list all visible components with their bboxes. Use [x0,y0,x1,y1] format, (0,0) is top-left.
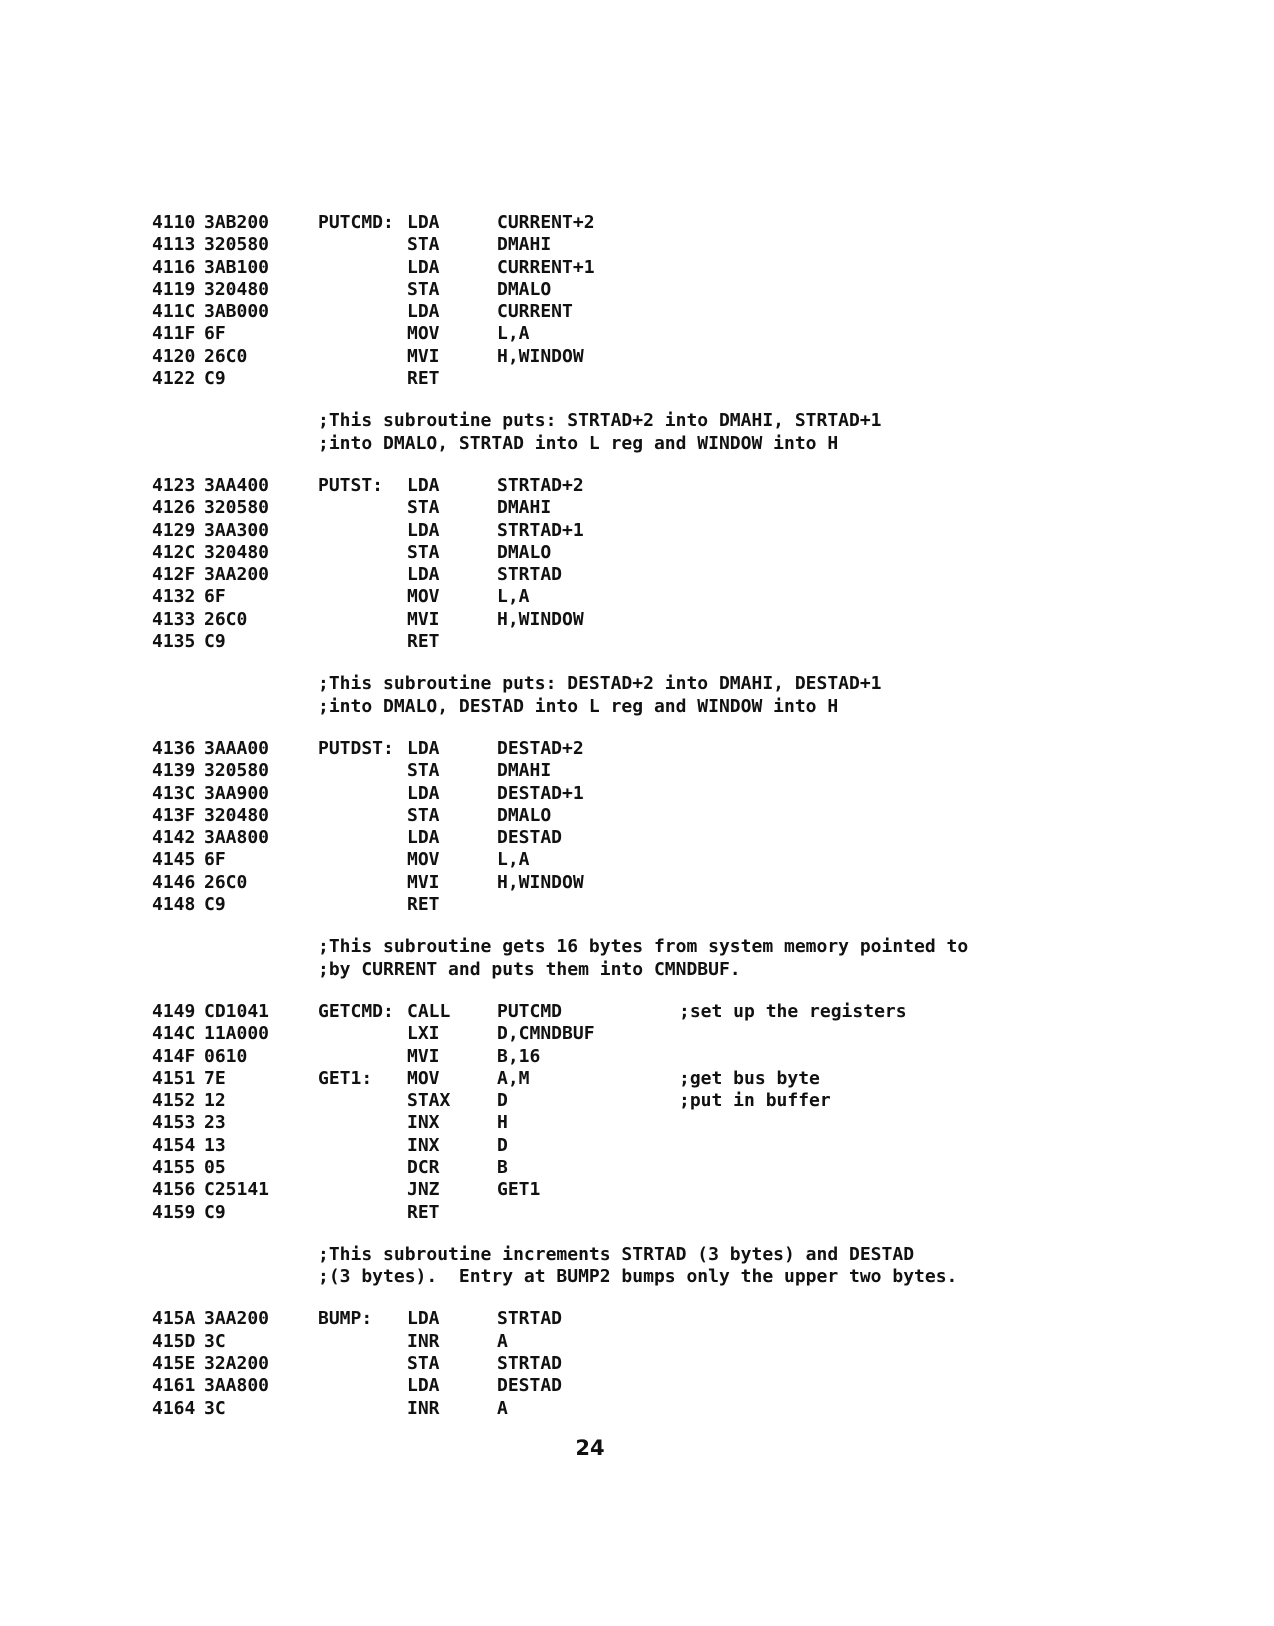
address: 4153 [152,1112,196,1134]
operand: H,WINDOW [497,871,584,893]
operand: CURRENT [497,301,573,323]
opcode: LDA [407,564,440,586]
address: 414F [152,1045,196,1067]
comment-block [152,936,1232,981]
object-code: C25141 [204,1179,270,1201]
operand: STRTAD [497,1353,563,1375]
object-code: 3AAA00 [204,737,270,759]
block-gap [152,455,1232,475]
code-line [152,894,1232,916]
line-comment: ;get bus byte [679,1067,820,1089]
operand: A [497,1397,508,1419]
address: 4132 [152,586,196,608]
object-code: 3AA200 [204,564,270,586]
operand: DMALO [497,804,552,826]
operand: DESTAD [497,1375,563,1397]
object-code: 7E [204,1067,226,1089]
code-line [152,323,1232,345]
operand: D [497,1090,508,1112]
block-gap [152,390,1232,410]
opcode: LDA [407,827,440,849]
operand: DMALO [497,278,552,300]
object-code: 26C0 [204,608,248,630]
operand: DMAHI [497,497,552,519]
object-code: 320580 [204,760,270,782]
operand: STRTAD+1 [497,519,584,541]
object-code: 320580 [204,497,270,519]
code-line [152,346,1232,368]
code-line [152,564,1232,586]
object-code: 320580 [204,234,270,256]
code-line [152,586,1232,608]
opcode: MOV [407,1067,440,1089]
address: 4164 [152,1397,196,1419]
opcode: MVI [407,345,440,367]
comment-block [152,1244,1232,1289]
address: 4122 [152,368,196,390]
object-code: 26C0 [204,345,248,367]
opcode: LDA [407,212,440,233]
address: 4126 [152,497,196,519]
address: 411F [152,323,196,345]
code-block [152,1308,1232,1419]
code-block [152,475,1232,653]
block-gap [152,653,1232,673]
label: GETCMD: [318,1000,394,1022]
operand: H,WINDOW [497,608,584,630]
opcode: LDA [407,301,440,323]
object-code: 6F [204,849,226,871]
address: 4145 [152,849,196,871]
object-code: 3AB200 [204,212,270,233]
object-code: 3AB100 [204,256,270,278]
opcode: MOV [407,586,440,608]
opcode: STA [407,278,440,300]
comment-row [152,1266,1232,1288]
line-comment: ;set up the registers [679,1000,907,1022]
opcode: LDA [407,1375,440,1397]
address: 415E [152,1353,196,1375]
address: 415D [152,1330,196,1352]
opcode: INR [407,1330,440,1352]
comment-row [152,433,1232,455]
code-block [152,738,1232,916]
object-code: 3AA200 [204,1308,270,1330]
object-code: 26C0 [204,871,248,893]
comment-text: ;This subroutine gets 16 bytes from system memory pointed to [318,936,969,958]
code-line [152,1331,1232,1353]
operand: A [497,1330,508,1352]
operand: PUTCMD [497,1000,563,1022]
address: 4152 [152,1090,196,1112]
line-comment: ;put in buffer [679,1090,831,1112]
comment-block [152,410,1232,455]
object-code: 3AA400 [204,474,270,496]
comment-text: ;This subroutine puts: STRTAD+2 into DMAHI, STRTAD+1 [318,410,882,432]
code-line [152,1001,1232,1023]
object-code: 3C [204,1397,226,1419]
operand: H,WINDOW [497,345,584,367]
code-line [152,520,1232,542]
opcode: LDA [407,1308,440,1330]
opcode: RET [407,1201,440,1223]
object-code: 05 [204,1156,226,1178]
opcode: MOV [407,323,440,345]
code-line [152,212,1232,234]
opcode: RET [407,368,440,390]
code-block [152,1001,1232,1224]
comment-row [152,959,1232,981]
address: 4139 [152,760,196,782]
code-line [152,1398,1232,1420]
operand: A,M [497,1067,530,1089]
code-line [152,368,1232,390]
operand: GET1 [497,1179,541,1201]
code-line [152,805,1232,827]
address: 4142 [152,827,196,849]
address: 4116 [152,256,196,278]
opcode: INX [407,1134,440,1156]
address: 4151 [152,1067,196,1089]
object-code: 11A000 [204,1023,270,1045]
opcode: MVI [407,608,440,630]
address: 414C [152,1023,196,1045]
comment-row [152,410,1232,432]
address: 4135 [152,631,196,653]
object-code: C9 [204,1201,226,1223]
address: 415A [152,1308,196,1330]
opcode: STA [407,804,440,826]
opcode: STAX [407,1090,451,1112]
address: 4155 [152,1156,196,1178]
address: 4154 [152,1134,196,1156]
code-line [152,1023,1232,1045]
opcode: INR [407,1397,440,1419]
address: 4120 [152,345,196,367]
object-code: 3AB000 [204,301,270,323]
code-line [152,1090,1232,1112]
operand: STRTAD [497,564,563,586]
object-code: C9 [204,894,226,916]
operand: DMAHI [497,760,552,782]
page-number: 24 [575,1436,605,1460]
operand: STRTAD+2 [497,474,584,496]
block-gap [152,1224,1232,1244]
address: 4113 [152,234,196,256]
object-code: 23 [204,1112,226,1134]
object-code: 3C [204,1330,226,1352]
code-line [152,234,1232,256]
address: 4148 [152,894,196,916]
opcode: STA [407,760,440,782]
code-line [152,849,1232,871]
object-code: 320480 [204,541,270,563]
object-code: C9 [204,631,226,653]
block-gap [152,916,1232,936]
block-gap [152,1288,1232,1308]
operand: CURRENT+1 [497,256,595,278]
label: PUTCMD: [318,212,394,233]
comment-text: ;(3 bytes). Entry at BUMP2 bumps only the upper two bytes. [318,1266,958,1288]
object-code: 3AA800 [204,1375,270,1397]
comment-text: ;into DMALO, STRTAD into L reg and WINDOW into H [318,432,839,454]
object-code: 3AA900 [204,782,270,804]
label: PUTST: [318,474,384,496]
comment-row [152,1244,1232,1266]
object-code: CD1041 [204,1000,270,1022]
comment-row [152,936,1232,958]
opcode: RET [407,631,440,653]
address: 4149 [152,1000,196,1022]
address: 413C [152,782,196,804]
code-line [152,542,1232,564]
operand: DESTAD [497,827,563,849]
comment-text: ;into DMALO, DESTAD into L reg and WINDOW into H [318,695,839,717]
label: BUMP: [318,1308,373,1330]
opcode: RET [407,894,440,916]
object-code: 0610 [204,1045,248,1067]
opcode: LDA [407,474,440,496]
block-gap [152,718,1232,738]
operand: CURRENT+2 [497,212,595,233]
comment-text: ;by CURRENT and puts them into CMNDBUF. [318,958,741,980]
code-line [152,1179,1232,1201]
object-code: C9 [204,368,226,390]
comment-text: ;This subroutine puts: DESTAD+2 into DMAHI, DESTAD+1 [318,673,882,695]
code-block [152,212,1232,390]
block-gap [152,981,1232,1001]
operand: H [497,1112,508,1134]
code-line [152,609,1232,631]
operand: DESTAD+1 [497,782,584,804]
code-line [152,475,1232,497]
object-code: 3AA800 [204,827,270,849]
operand: L,A [497,323,530,345]
operand: D,CMNDBUF [497,1023,595,1045]
address: 4123 [152,474,196,496]
object-code: 32A200 [204,1353,270,1375]
operand: L,A [497,849,530,871]
object-code: 13 [204,1134,226,1156]
code-line [152,827,1232,849]
object-code: 320480 [204,804,270,826]
label: GET1: [318,1067,373,1089]
operand: STRTAD [497,1308,563,1330]
comment-row [152,673,1232,695]
object-code: 320480 [204,278,270,300]
opcode: LDA [407,782,440,804]
code-line [152,760,1232,782]
code-line [152,1308,1232,1330]
address: 4136 [152,737,196,759]
address: 412C [152,541,196,563]
operand: B [497,1156,508,1178]
address: 4119 [152,278,196,300]
code-line [152,1375,1232,1397]
address: 411C [152,301,196,323]
code-line [152,279,1232,301]
code-line [152,257,1232,279]
code-line [152,631,1232,653]
opcode: DCR [407,1156,440,1178]
code-line [152,497,1232,519]
address: 413F [152,804,196,826]
object-code: 12 [204,1090,226,1112]
operand: B,16 [497,1045,541,1067]
code-line [152,738,1232,760]
address: 4133 [152,608,196,630]
opcode: STA [407,234,440,256]
code-line [152,1068,1232,1090]
comment-text: ;This subroutine increments STRTAD (3 bytes) and DESTAD [318,1243,915,1265]
comment-row [152,696,1232,718]
comment-block [152,673,1232,718]
operand: DMALO [497,541,552,563]
opcode: MVI [407,871,440,893]
operand: DMAHI [497,234,552,256]
opcode: MVI [407,1045,440,1067]
opcode: STA [407,541,440,563]
opcode: LDA [407,256,440,278]
opcode: LDA [407,737,440,759]
address: 4161 [152,1375,196,1397]
object-code: 6F [204,323,226,345]
opcode: STA [407,1353,440,1375]
address: 4156 [152,1179,196,1201]
code-line [152,1353,1232,1375]
code-line [152,1112,1232,1134]
label: PUTDST: [318,737,394,759]
code-line [152,1202,1232,1224]
code-line [152,301,1232,323]
assembly-listing [152,212,1232,1420]
address: 4159 [152,1201,196,1223]
operand: D [497,1134,508,1156]
object-code: 3AA300 [204,519,270,541]
operand: L,A [497,586,530,608]
opcode: LXI [407,1023,440,1045]
object-code: 6F [204,586,226,608]
opcode: LDA [407,519,440,541]
code-line [152,872,1232,894]
opcode: STA [407,497,440,519]
opcode: JNZ [407,1179,440,1201]
address: 4146 [152,871,196,893]
code-line [152,783,1232,805]
address: 4110 [152,212,196,233]
code-line [152,1157,1232,1179]
opcode: MOV [407,849,440,871]
opcode: CALL [407,1000,451,1022]
operand: DESTAD+2 [497,737,584,759]
code-line [152,1046,1232,1068]
address: 412F [152,564,196,586]
address: 4129 [152,519,196,541]
opcode: INX [407,1112,440,1134]
code-line [152,1135,1232,1157]
